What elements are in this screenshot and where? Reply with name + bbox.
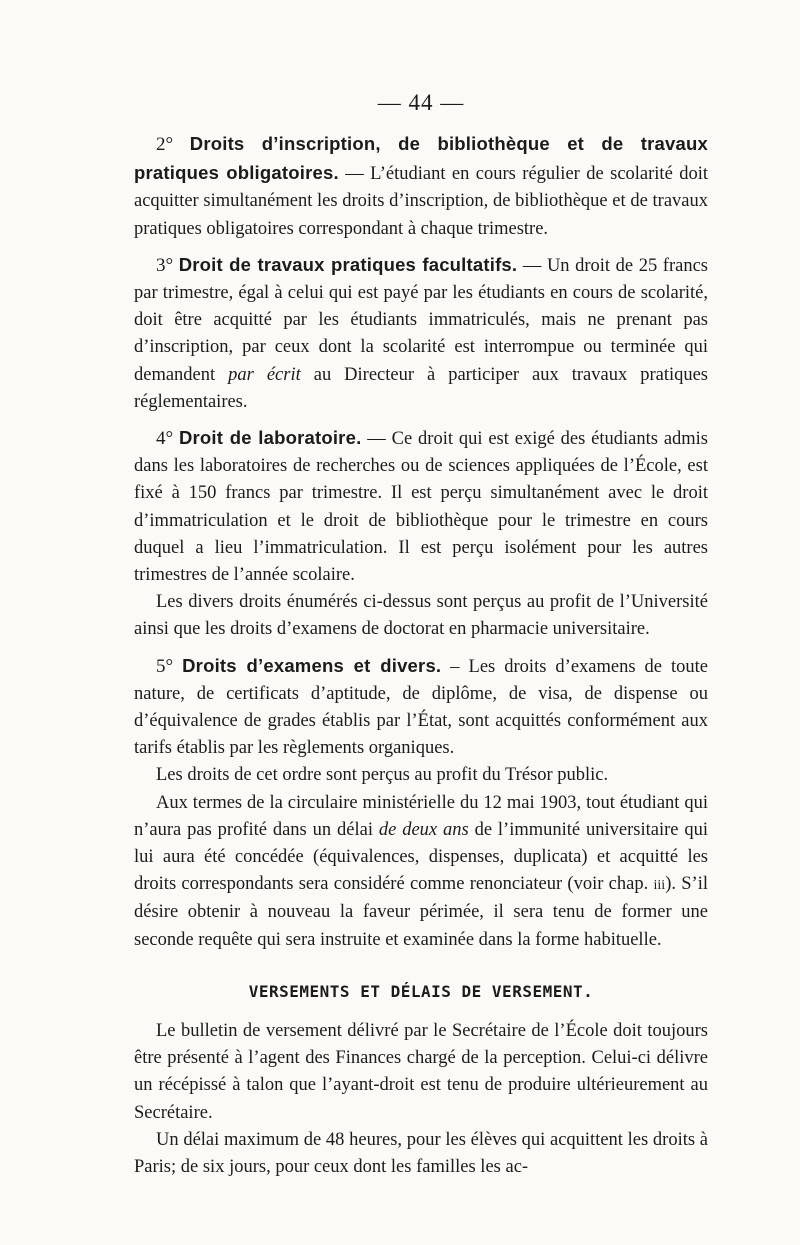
closing-paragraph-1: Le bulletin de versement délivré par le Secrétaire de l’École doit toujours être présenté à l’agent des Finances chargé de la perception. Celui-ci délivre un récépissé à talon que l’ayant-droit est tenu de produire ultérieurement au Secrétaire.: [134, 1020, 708, 1123]
subheading: VERSEMENTS ET DÉLAIS DE VERSEMENT.: [248, 981, 594, 1001]
section-4-body: — Ce droit qui est exigé des étudiants admis dans les laboratoires de recherches ou de sciences appliquées de l’École, est fixé à 150 francs par trimestre. Il est perçu simultanément avec le droit d’immatriculation et le droit de bibliothèque pour le trimestre en cours duquel a lieu l’immatriculation. Il est perçu isolément pour les autres trimestres de l’année scolaire.: [134, 429, 709, 586]
section-4-heading: Droit de laboratoire.: [178, 427, 362, 449]
section-3-heading: Droit de travaux pratiques facultatifs.: [178, 253, 518, 275]
section-5-number: 5°: [156, 655, 174, 677]
section-5-cont-text: Aux termes de la circulaire ministérielle du 12 mai 1903, tout étudiant qui n’aura pas profité dans un délai: [134, 792, 708, 840]
section-5-continuation-2: [134, 790, 708, 954]
section-3-body: — Un droit de 25 francs par trimestre, égal à celui qui est payé par les étudiants en cours de scolarité, doit être acquitté par les étudiants immatriculés, mais ne prenant pas d’inscription, par ceux dont la scolarité est interrompue ou terminée qui demandent: [134, 255, 708, 385]
section-3-number: 3°: [156, 254, 174, 276]
section-4-paragraph: [134, 424, 708, 589]
section-5-emphasis: de deux ans: [378, 819, 469, 840]
document-page: [134, 86, 708, 1181]
page-number: — 44 —: [377, 90, 465, 115]
closing-paragraph-2: Un délai maximum de 48 heures, pour les élèves qui acquittent les droits à Paris; de six jours, pour ceux dont les familles les ac-: [134, 1129, 708, 1177]
section-5-paragraph: [134, 652, 708, 763]
section-5-body: – Les droits d’examens de toute nature, de certificats d’aptitude, de diplôme, de visa, de dispense ou d’équivalence de grades établis par l’État, sont acquittés conformément aux tarifs établis par les règlements organiques.: [134, 656, 709, 759]
section-2-paragraph: [134, 130, 708, 243]
section-3-paragraph: [134, 251, 708, 416]
section-4-continuation: Les divers droits énumérés ci-dessus sont perçus au profit de l’Université ainsi que les droits d’examens de doctorat en pharmacie universitaire.: [134, 592, 708, 640]
section-5-cont-end: ). S’il désire obtenir à nouveau la faveur périmée, il sera tenu de former une seconde requête qui sera instruite et examinée dans la forme habituelle.: [134, 874, 708, 950]
section-5-chapter-ref: iii: [653, 878, 666, 894]
section-2-body: — L’étudiant en cours régulier de scolarité doit acquitter simultanément les droits d’inscription, de bibliothèque et de travaux pratiques obligatoires correspondant à chaque trimestre.: [134, 164, 708, 239]
section-3-body-end: au Directeur à participer aux travaux pratiques réglementaires.: [134, 364, 709, 412]
section-2-number: 2°: [156, 134, 174, 155]
section-2-heading: Droits d’inscription, de bibliothèque et de travaux pratiques obligatoires.: [134, 133, 708, 184]
section-5-heading: Droits d’examens et divers.: [182, 654, 442, 676]
section-3-emphasis: par écrit: [228, 364, 301, 385]
section-4-number: 4°: [156, 428, 174, 450]
section-5-cont-text-2: de l’immunité universitaire qui lui aura été concédée (équivalences, dispenses, duplicata) et acquitté les droits correspondants sera considéré comme renonciateur (voir chap.: [134, 819, 708, 895]
section-5-continuation-1: Les droits de cet ordre sont perçus au profit du Trésor public.: [156, 765, 609, 786]
